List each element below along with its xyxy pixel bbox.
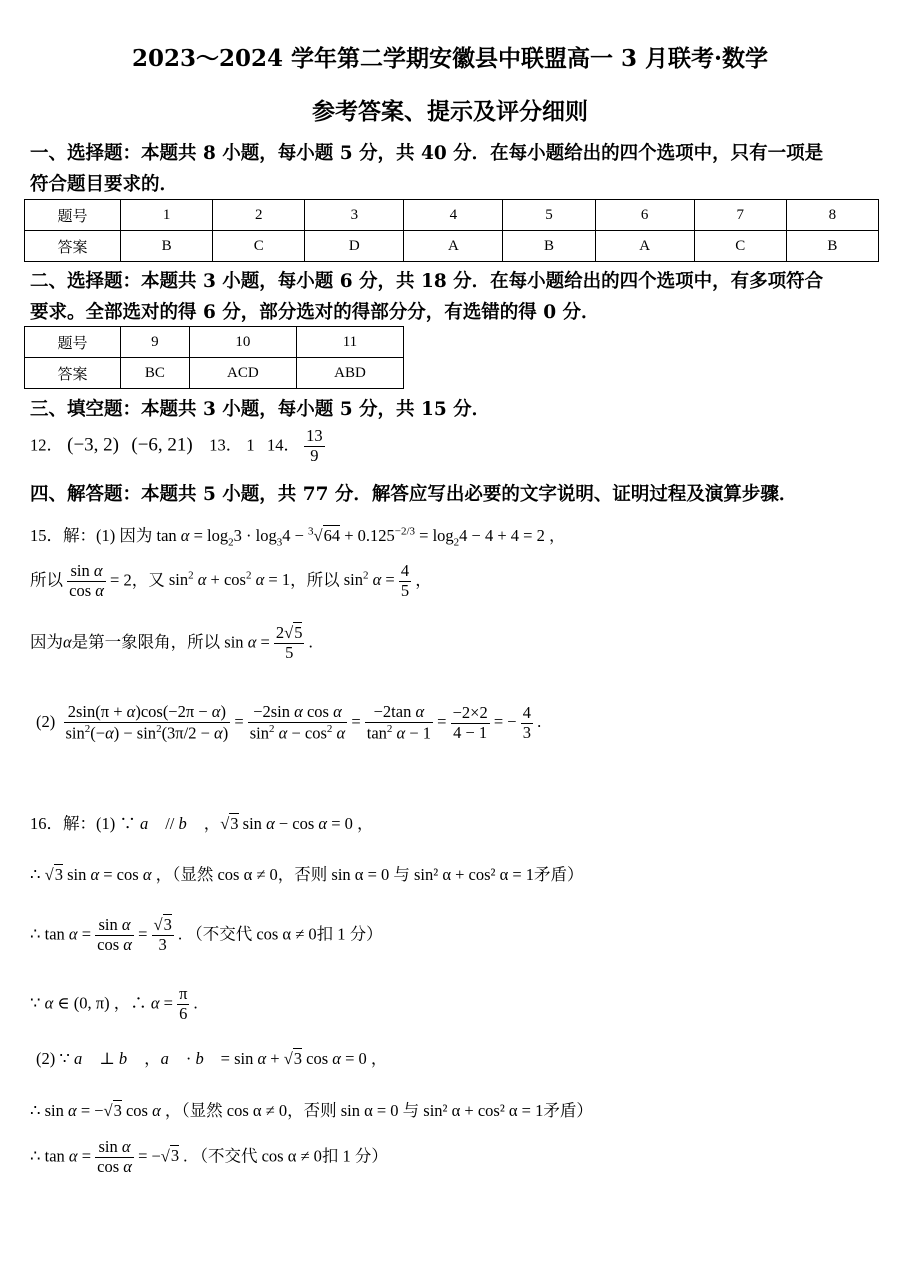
math-fraction: $\frac{4}{3}$	[522, 702, 531, 742]
fraction-numerator: 13	[306, 426, 323, 445]
section3-heading: 三、填空题：本题共 3 小题，每小题 5 分，共 15 分．	[30, 399, 491, 420]
table-row	[25, 327, 404, 358]
math-expression: sin α =	[224, 632, 274, 652]
table-cell: 3	[305, 200, 404, 231]
math-fraction: $\frac{4}{5}$	[400, 561, 410, 600]
math-expression: $\tan \alpha = \log_23 \cdot \log_34 - ^3√64 + 0.125^{-2/3} = \log_24 - 4 + 4 = 2$ ，	[156, 525, 566, 549]
math-expression: α	[63, 632, 72, 652]
table-cell: 2	[213, 200, 305, 231]
math-fraction: $\frac{\text{sin α}}{\text{cos α}}$	[97, 915, 132, 954]
table-cell: 7	[694, 200, 786, 231]
table-cell: B	[121, 231, 213, 262]
q15-line3: 因为α是第一象限角，所以 sin α = $\frac{2√5}{5}$ .	[30, 623, 313, 662]
q15-line2: 所以 $\frac{\text{sin α}}{\text{cos α}}$ = 2，又 $\sin^2 \alpha + \cos^2 \alpha = 1$，所以 $\sin^2 \alpha$ = $\frac{4}{5}$ ，	[30, 561, 432, 600]
math-expression: $\sin^2 \alpha$ =	[343, 569, 399, 590]
table-cell: B	[503, 231, 595, 262]
q15-part2: (2) $\frac{2\sin(\pi + \alpha)\cos(-2\pi - \alpha)}{\sin^2(-\alpha) - \sin^2(3\pi/2 - \alpha)}$ = $\frac{\text{−2sin α cos α}}{\sin^2 \alpha - \cos^2 \alpha}$ = $\frac{\text{−2tan α}}{\tan^2 \alpha - 1}$ = $\frac{-2\times 2}{4 - 1}$ = − $\frac{4}{3}$ .	[36, 702, 542, 743]
section4-heading: 四、解答题：本题共 5 小题，共 77 分．解答应写出必要的文字说明、证明过程及演算步骤．	[30, 484, 798, 505]
note-text: （不交代 cos α ≠ 0扣 1 分）	[186, 924, 383, 944]
q16-part2-line3	[30, 1138, 388, 1177]
math-expression: ∵ α ∈ (0, π) ，∴ α =	[30, 993, 178, 1013]
math-fraction: $\frac{2\sin(\pi + \alpha)\cos(-2\pi - \alpha)}{\sin^2(-\alpha) - \sin^2(3\pi/2 - \alpha)}$	[65, 702, 229, 743]
section2-heading-line2: 要求。全部选对的得 6 分，部分选对的得部分分，有选错的得 0 分．	[30, 302, 600, 323]
q16-line2	[30, 861, 584, 885]
q16-line4: ∵ α ∈ (0, π) ，∴ α = $\frac{\pi}{6}$ .	[30, 984, 198, 1023]
table-cell: C	[694, 231, 786, 262]
table-cell: ACD	[189, 358, 296, 389]
math-expression: = −√3 .	[138, 1146, 188, 1166]
math-expression: ∵ a⃗ // b⃗ ，√3 sin α − cos α = 0 ，	[119, 814, 374, 833]
math-fraction: $\frac{\text{sin α}}{\text{cos α}}$	[97, 1137, 132, 1176]
part-label: (2)	[36, 712, 56, 731]
table-cell: C	[213, 231, 305, 262]
math-fraction: $\frac{\text{sin α}}{\text{cos α}}$	[69, 561, 104, 600]
table-cell: 1	[121, 200, 213, 231]
page-title: 2023～2024 学年第二学期安徽县中联盟高一 3 月联考·数学	[131, 45, 769, 72]
section1-heading-line2: 符合题目要求的．	[30, 174, 179, 195]
q13-answer: 1	[246, 435, 255, 455]
table-cell: 11	[296, 327, 403, 358]
text-because: 因为	[30, 632, 63, 652]
table-cell: 题号	[25, 200, 121, 231]
q16-line1	[30, 810, 374, 834]
math-expression: ∴ tan α =	[30, 1146, 96, 1166]
table-cell: 题号	[25, 327, 121, 358]
table-row	[25, 358, 404, 389]
table-cell: 8	[786, 200, 878, 231]
q12-label: 12．	[30, 435, 63, 455]
note-text: （显然 cos α ≠ 0，否则 sin α = 0 与 sin² α + cos² α = 1矛盾）	[172, 865, 584, 884]
q15-label: 15．解：(1) 因为	[30, 526, 153, 545]
table-cell: 答案	[25, 358, 121, 389]
section2-heading-line1: 二、选择题：本题共 3 小题，每小题 6 分，共 18 分．在每小题给出的四个选项中，有多项符合	[30, 271, 824, 292]
text-so: 所以	[30, 570, 63, 590]
text-and: ，又	[131, 570, 165, 590]
table-cell: 5	[503, 200, 595, 231]
math-fraction: $\frac{2√5}{5}$	[275, 623, 303, 662]
table-cell: 4	[404, 200, 503, 231]
table-cell: B	[786, 231, 878, 262]
math-expression: ∵ a⃗ ⊥ b⃗ ，a⃗ · b⃗ = sin α + √3 cos α = 0 ，	[59, 1049, 388, 1068]
table-cell: A	[404, 231, 503, 262]
math-fraction: $\frac{\text{−2sin α cos α}}{\sin^2 \alpha - \cos^2 \alpha}$	[249, 702, 346, 743]
q12-answer-2: (−6, 21)	[131, 434, 193, 456]
table-row	[25, 200, 879, 231]
note-text: （显然 cos α ≠ 0，否则 sin α = 0 与 sin² α + cos² α = 1矛盾）	[181, 1101, 593, 1120]
q16-label: 16．解：(1)	[30, 814, 116, 833]
math-expression: ∴ tan α =	[30, 924, 96, 944]
part-label: (2)	[36, 1049, 56, 1068]
text-first-quadrant: 是第一象限角，所以	[71, 632, 221, 652]
q13-label: 13．	[209, 435, 243, 455]
section1-answer-table	[24, 199, 879, 262]
math-expression: ∴ sin α = −√3 cos α ，	[30, 1101, 182, 1120]
math-fraction: $\frac{√3}{3}$	[153, 915, 172, 954]
math-expression: $\sin^2 \alpha + \cos^2 \alpha = 1$	[168, 569, 291, 590]
table-cell: BC	[121, 358, 190, 389]
table-cell: 10	[189, 327, 296, 358]
q12-answer-1: (−3, 2)	[67, 434, 119, 456]
table-cell: ABD	[296, 358, 403, 389]
fill-in-answers	[30, 427, 325, 466]
math-fraction: $\frac{\pi}{6}$	[179, 984, 188, 1023]
math-fraction: $\frac{\text{−2tan α}}{\tan^2 \alpha - 1}$	[366, 702, 432, 743]
table-cell: D	[305, 231, 404, 262]
section2-answer-table	[24, 326, 404, 389]
q16-part2-line2	[30, 1097, 593, 1121]
section1-heading-line1: 一、选择题：本题共 8 小题，每小题 5 分，共 40 分．在每小题给出的四个选项中，只有一项是	[30, 143, 824, 164]
table-cell: 6	[595, 200, 694, 231]
table-cell: 答案	[25, 231, 121, 262]
page-subtitle: 参考答案、提示及评分细则	[312, 98, 588, 125]
math-fraction: $\frac{-2\times 2}{4 - 1}$	[452, 702, 488, 742]
fraction-denominator: 9	[304, 446, 325, 466]
q14-label: 14．	[267, 435, 300, 455]
note-text: （不交代 cos α ≠ 0扣 1 分）	[191, 1146, 388, 1166]
q16-line3: ∴ tan α = $\frac{\text{sin α}}{\text{cos α}}$ = $\frac{√3}{3}$ . （不交代 cos α ≠ 0扣 1 分）	[30, 915, 383, 954]
table-row	[25, 231, 879, 262]
q14-answer-fraction	[304, 427, 325, 466]
table-cell: A	[595, 231, 694, 262]
math-expression: = 2	[110, 570, 132, 590]
q15-line1	[30, 522, 565, 548]
text-so: ，所以	[290, 570, 340, 590]
math-expression: ∴ √3 sin α = cos α ，	[30, 865, 173, 884]
q16-part2-line1	[36, 1045, 387, 1069]
table-cell: 9	[121, 327, 190, 358]
